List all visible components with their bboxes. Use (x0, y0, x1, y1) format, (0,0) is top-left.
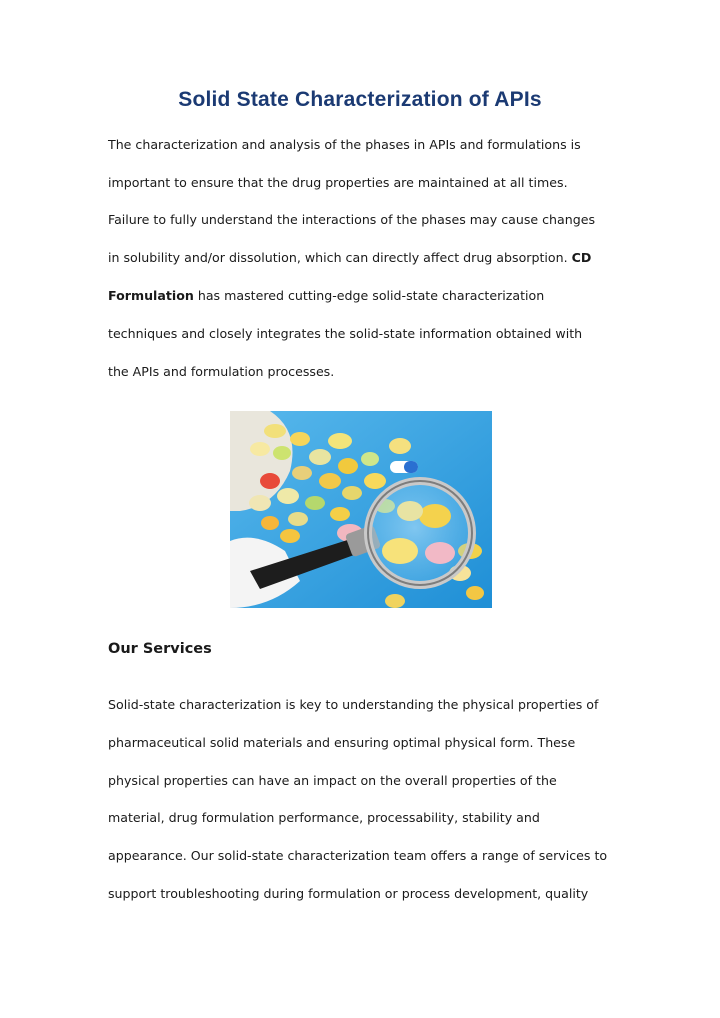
company-name-bold: Formulation (108, 288, 194, 303)
company-name-bold: CD (571, 250, 592, 265)
intro-line: Failure to fully understand the interactions of the phases may cause changes (108, 212, 596, 227)
services-line: support troubleshooting during formulation or process development, quality (108, 886, 589, 901)
intro-line: the APIs and formulation processes. (108, 364, 335, 379)
services-line: physical properties can have an impact on the overall properties of the (108, 773, 557, 788)
pills-magnifier-image (230, 411, 492, 608)
our-services-heading: Our Services (108, 641, 212, 657)
pills-magnifier-illustration (230, 411, 492, 608)
intro-text: has mastered cutting-edge solid-state characterization (197, 288, 545, 303)
page-title: Solid State Characterization of APIs (178, 88, 542, 111)
intro-line: important to ensure that the drug properties are maintained at all times. (108, 175, 568, 190)
intro-line: The characterization and analysis of the phases in APIs and formulations is (108, 137, 581, 152)
services-line: material, drug formulation performance, processability, stability and (108, 810, 540, 825)
services-line: appearance. Our solid-state characterization team offers a range of services to (108, 848, 608, 863)
services-line: Solid-state characterization is key to understanding the physical properties of (108, 697, 599, 712)
intro-text: in solubility and/or dissolution, which can directly affect drug absorption. (108, 250, 568, 265)
services-line: pharmaceutical solid materials and ensuring optimal physical form. These (108, 735, 576, 750)
intro-line (108, 249, 591, 267)
intro-line (108, 287, 544, 305)
intro-line: techniques and closely integrates the solid-state information obtained with (108, 326, 583, 341)
